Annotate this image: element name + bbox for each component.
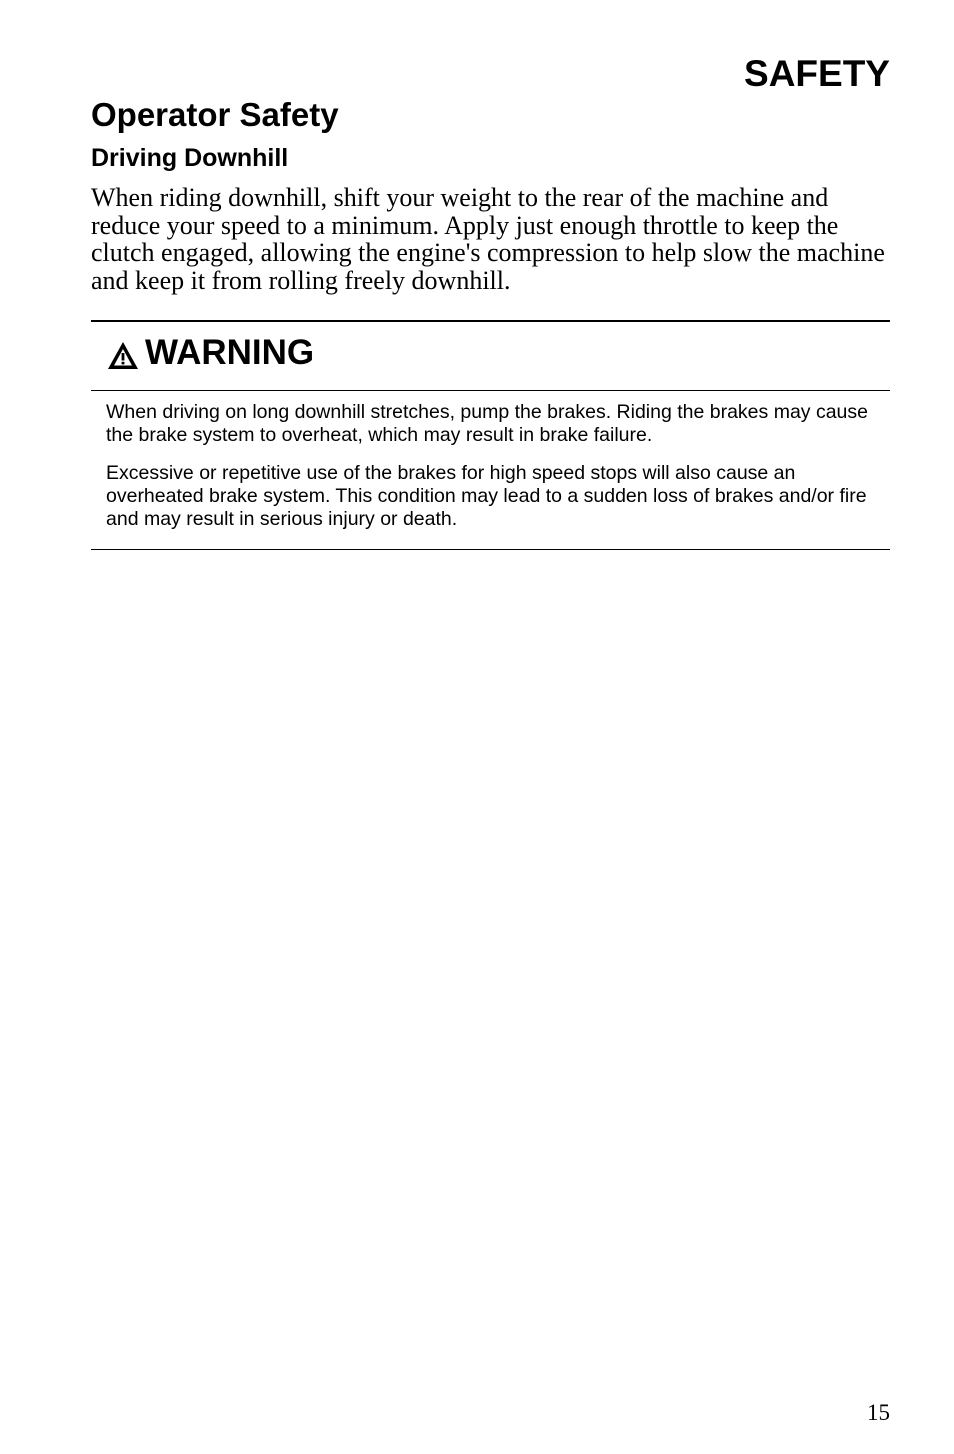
warning-paragraph: Excessive or repetitive use of the brakes for high speed stops will also cause an overheated brake system. This condition may lead to a sudden loss of brakes and/or fire and may result in serious injury or death. <box>106 462 867 530</box>
page-title: Operator Safety <box>91 96 339 133</box>
warning-divider <box>91 390 890 391</box>
page-number: 15 <box>867 1400 890 1425</box>
body-paragraph: When riding downhill, shift your weight to the rear of the machine and reduce your speed to a minimum. Apply just enough throttle to keep the clutch engaged, allowing the engine's compression to help slow the machine and keep it from rolling freely downhill. <box>91 183 885 295</box>
warning-triangle-icon <box>107 341 139 370</box>
warning-box <box>91 320 890 550</box>
sub-heading: Driving Downhill <box>91 144 289 172</box>
warning-header <box>107 331 314 375</box>
section-header: SAFETY <box>744 53 890 94</box>
warning-label: WARNING <box>145 333 315 372</box>
warning-paragraph: When driving on long downhill stretches, pump the brakes. Riding the brakes may cause the brake system to overheat, which may result in brake failure. <box>106 401 868 446</box>
